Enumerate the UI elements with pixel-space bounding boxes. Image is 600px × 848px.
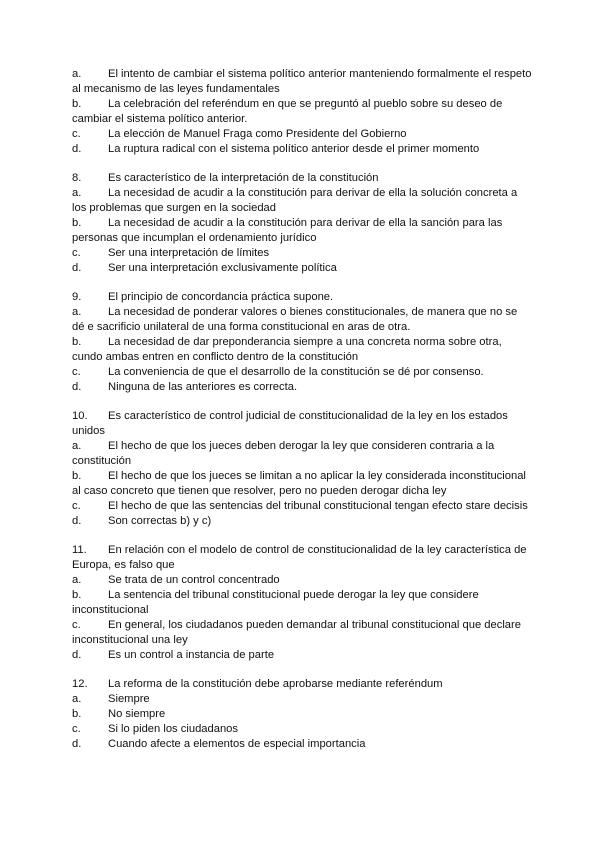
question-line [72, 707, 532, 722]
question-block [72, 171, 532, 276]
line-label: d. [72, 381, 82, 393]
question-line [72, 290, 532, 305]
line-text: La necesidad de ponderar valores o bienes constitucionales, de manera que no se dé e sacrificio unilateral de una forma constitucional en aras de otra. [72, 306, 518, 333]
question-line [72, 409, 532, 439]
line-text: El hecho de que las sentencias del tribunal constitucional tengan efecto stare decisis [108, 500, 528, 512]
question-line [72, 648, 532, 663]
question-line [72, 439, 532, 469]
question-line [72, 514, 532, 529]
line-label: b. [72, 336, 82, 348]
line-label: b. [72, 98, 82, 110]
question-line [72, 365, 532, 380]
line-text: El principio de concordancia práctica supone. [108, 291, 334, 303]
question-line [72, 588, 532, 618]
question-line [72, 618, 532, 648]
line-text: Ser una interpretación de límites [108, 247, 270, 259]
line-label: 9. [72, 291, 82, 303]
question-line [72, 171, 532, 186]
line-label: d. [72, 649, 82, 661]
line-text: La sentencia del tribunal constitucional puede derogar la ley que considere inconstitucional [72, 589, 479, 616]
line-text: Si lo piden los ciudadanos [108, 723, 238, 735]
line-label: 8. [72, 172, 82, 184]
line-label: d. [72, 262, 82, 274]
question-block [72, 677, 532, 752]
question-block [72, 290, 532, 395]
line-text: La elección de Manuel Fraga como Presidente del Gobierno [108, 128, 407, 140]
line-text: Es característico de control judicial de constitucionalidad de la ley en los estados unidos [72, 410, 508, 437]
line-text: No siempre [108, 708, 166, 720]
line-label: c. [72, 723, 81, 735]
line-text: En relación con el modelo de control de constitucionalidad de la ley característica de Europa, es falso que [72, 544, 527, 571]
line-text: El intento de cambiar el sistema político anterior manteniendo formalmente el respeto al mecanismo de las leyes fundamentales [72, 68, 532, 95]
line-label: c. [72, 619, 81, 631]
line-text: La necesidad de dar preponderancia siempre a una concreta norma sobre otra, cundo ambas entren en conflicto dentro de la constitución [72, 336, 502, 363]
line-label: b. [72, 470, 82, 482]
question-line [72, 142, 532, 157]
line-text: El hecho de que los jueces deben derogar la ley que consideren contraria a la constitución [72, 440, 495, 467]
line-label: 11. [72, 544, 87, 556]
question-line [72, 469, 532, 499]
question-line [72, 261, 532, 276]
line-text: Cuando afecte a elementos de especial importancia [108, 738, 366, 750]
question-line [72, 97, 532, 127]
line-text: La reforma de la constitución debe aprobarse mediante referéndum [108, 678, 443, 690]
line-label: c. [72, 247, 81, 259]
line-label: c. [72, 500, 81, 512]
line-label: c. [72, 366, 81, 378]
question-line [72, 305, 532, 335]
line-text: Es un control a instancia de parte [108, 649, 275, 661]
line-text: La necesidad de acudir a la constitución para derivar de ella la solución concreta a los problemas que surgen en la sociedad [72, 187, 518, 214]
line-text: Es característico de la interpretación de la constitución [108, 172, 379, 184]
question-line [72, 380, 532, 395]
line-label: b. [72, 217, 82, 229]
line-text: La celebración del referéndum en que se preguntó al pueblo sobre su deseo de cambiar el sistema político anterior. [72, 98, 503, 125]
question-line [72, 573, 532, 588]
line-label: c. [72, 128, 81, 140]
line-text: Ser una interpretación exclusivamente política [108, 262, 337, 274]
line-label: d. [72, 515, 82, 527]
line-text: La necesidad de acudir a la constitución para derivar de ella la sanción para las personas que incumplan el ordenamiento jurídico [72, 217, 503, 244]
question-line [72, 737, 532, 752]
question-line [72, 677, 532, 692]
line-text: Son correctas b) y c) [108, 515, 212, 527]
line-label: a. [72, 693, 82, 705]
line-label: a. [72, 306, 82, 318]
line-text: En general, los ciudadanos pueden demandar al tribunal constitucional que declare inconstitucional una ley [72, 619, 521, 646]
question-line [72, 722, 532, 737]
line-label: a. [72, 187, 82, 199]
question-line [72, 186, 532, 216]
line-label: a. [72, 68, 82, 80]
question-line [72, 543, 532, 573]
line-text: La ruptura radical con el sistema político anterior desde el primer momento [108, 143, 480, 155]
line-label: 10. [72, 410, 88, 422]
line-text: La conveniencia de que el desarrollo de la constitución se dé por consenso. [108, 366, 484, 378]
line-label: a. [72, 574, 82, 586]
document-content [72, 67, 532, 766]
line-text: Ninguna de las anteriores es correcta. [108, 381, 298, 393]
question-line [72, 692, 532, 707]
line-label: b. [72, 708, 82, 720]
line-text: Se trata de un control concentrado [108, 574, 280, 586]
question-block [72, 543, 532, 663]
question-block [72, 409, 532, 529]
question-block [72, 67, 532, 157]
question-line [72, 216, 532, 246]
line-label: a. [72, 440, 82, 452]
question-line [72, 246, 532, 261]
line-label: d. [72, 143, 82, 155]
line-label: 12. [72, 678, 88, 690]
line-label: d. [72, 738, 82, 750]
line-label: b. [72, 589, 82, 601]
line-text: Siempre [108, 693, 150, 705]
question-line [72, 67, 532, 97]
question-line [72, 335, 532, 365]
question-line [72, 499, 532, 514]
line-text: El hecho de que los jueces se limitan a no aplicar la ley considerada inconstitucional al caso concreto que tienen que resolver, pero no pueden derogar dicha ley [72, 470, 526, 497]
question-line [72, 127, 532, 142]
